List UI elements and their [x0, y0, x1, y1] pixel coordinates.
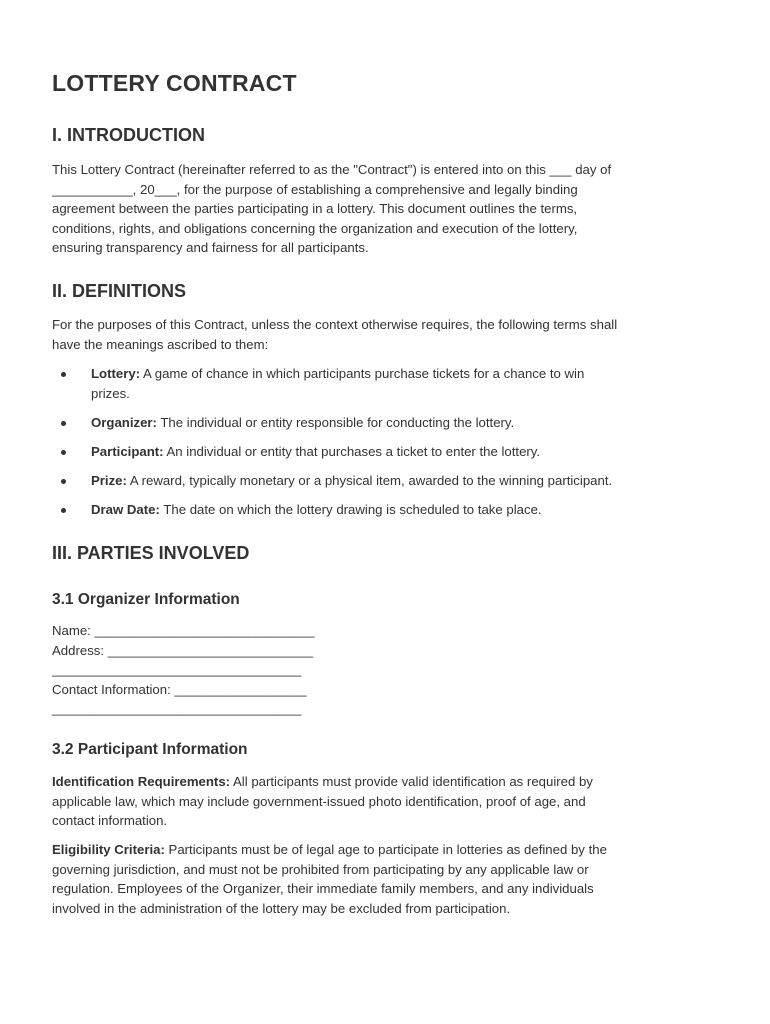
section-heading-definitions: II. DEFINITIONS [52, 281, 187, 301]
introduction-line: agreement between the parties participating in a lottery. This document outlines the terms, [52, 201, 578, 216]
organizer-name-field: Name: ______________________________ [52, 623, 315, 638]
organizer-contact-line-2: __________________________________ [52, 701, 302, 716]
organizer-address-field: Address: ____________________________ [52, 643, 314, 658]
definitions-intro-paragraph [52, 315, 724, 354]
identification-requirements-paragraph [52, 772, 724, 831]
section-heading-introduction: I. INTRODUCTION [52, 125, 205, 145]
section-heading-parties: III. PARTIES INVOLVED [52, 543, 250, 563]
bullet-icon [61, 479, 66, 484]
identification-text: All participants must provide valid identification as required by [230, 774, 593, 789]
identification-term: Identification Requirements: [52, 774, 231, 789]
definition-term: Organizer: [91, 415, 157, 430]
definition-term: Lottery: [91, 366, 141, 381]
identification-text: applicable law, which may include government-issued photo identification, proof of age, and [52, 793, 586, 809]
bullet-icon [61, 450, 66, 455]
definition-text: An individual or entity that purchases a ticket to enter the lottery. [163, 444, 541, 459]
subsection-heading-organizer: 3.1 Organizer Information [52, 591, 240, 608]
introduction-paragraph [52, 160, 724, 258]
eligibility-text: governing jurisdiction, and must not be prohibited from participating by any applicable law or [52, 861, 589, 877]
definition-text: A game of chance in which participants purchase tickets for a chance to win [140, 366, 585, 381]
definition-text: A reward, typically monetary or a physical item, awarded to the winning participant. [126, 473, 613, 488]
definition-term: Draw Date: [91, 502, 160, 517]
definition-term: Participant: [91, 444, 164, 459]
definition-text: The individual or entity responsible for conducting the lottery. [156, 415, 515, 430]
eligibility-term: Eligibility Criteria: [52, 842, 165, 857]
definition-text: The date on which the lottery drawing is scheduled to take place. [159, 502, 542, 517]
subsection-heading-participant: 3.2 Participant Information [52, 741, 248, 758]
definition-term: Prize: [91, 473, 127, 488]
bullet-icon [61, 372, 66, 377]
eligibility-criteria-paragraph [52, 840, 724, 918]
eligibility-text: regulation. Employees of the Organizer, their immediate family members, and any individuals [52, 881, 594, 896]
bullet-icon [61, 508, 66, 513]
organizer-address-line-2: __________________________________ [52, 662, 302, 677]
organizer-contact-field: Contact Information: __________________ [52, 682, 307, 697]
identification-text: contact information. [52, 813, 168, 828]
eligibility-text: involved in the administration of the lottery may be excluded from participation. [52, 900, 511, 916]
introduction-line: ensuring transparency and fairness for all participants. [52, 240, 369, 255]
document-title: LOTTERY CONTRACT [52, 70, 297, 96]
introduction-line: conditions, rights, and obligations concerning the organization and execution of the lottery, [52, 220, 578, 236]
definitions-intro-line: For the purposes of this Contract, unless the context otherwise requires, the following terms shall [52, 317, 618, 332]
definitions-intro-line: have the meanings ascribed to them: [52, 336, 269, 352]
introduction-line: ___________, 20___, for the purpose of establishing a comprehensive and legally binding [52, 181, 578, 197]
introduction-line: This Lottery Contract (hereinafter referred to as the "Contract") is entered into on this ___ day of [52, 162, 612, 177]
eligibility-text: Participants must be of legal age to participate in lotteries as defined by the [164, 842, 607, 857]
bullet-icon [61, 421, 66, 426]
definition-text: prizes. [91, 385, 130, 401]
